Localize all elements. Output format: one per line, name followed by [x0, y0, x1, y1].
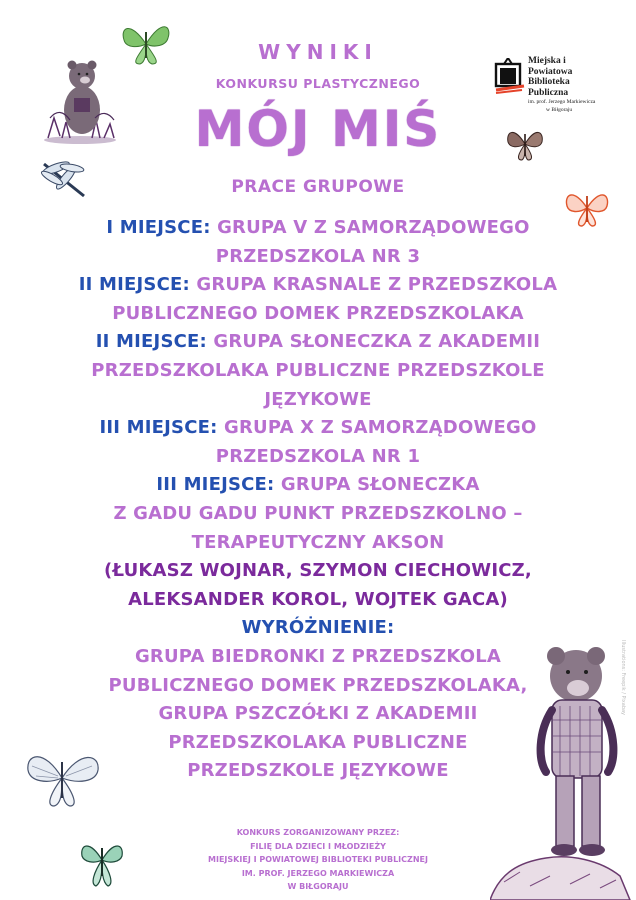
result-5-text: GRUPA SŁONECZKA [274, 474, 480, 496]
result-4-place: III MIEJSCE: [99, 417, 218, 439]
results-list [0, 214, 636, 786]
result-5-line-1 [0, 471, 636, 500]
result-2-line-2: PUBLICZNEGO DOMEK PRZEDSZKOLAKA [112, 302, 524, 324]
result-2-place: II MIEJSCE: [78, 274, 190, 296]
footer-line-2: FILIĘ DLA DZIECI I MŁODZIEŻY [250, 841, 386, 851]
footer-line-5: W BIŁGORAJU [287, 882, 349, 892]
honorable-mention-line-1: GRUPA BIEDRONKI Z PRZEDSZKOLA [134, 645, 502, 667]
result-1-line-1 [0, 214, 636, 243]
honorable-mention-line-4: PRZEDSZKOLAKA PUBLICZNE [168, 731, 468, 753]
result-5-names-2: ALEKSANDER KOROL, WOJTEK GACA) [128, 588, 508, 610]
logo-name-line2: Biblioteka Publiczna [528, 77, 570, 98]
result-4-text: GRUPA X Z SAMORZĄDOWEGO [217, 417, 537, 439]
heading-konkursu: KONKURSU PLASTYCZNEGO [215, 76, 421, 91]
logo-name-line1: Miejska i Powiatowa [528, 56, 573, 77]
footer-line-4: IM. PROF. JERZEGO MARKIEWICZA [241, 868, 395, 878]
logo-sub-line1: im. prof. Jerzego Markiewicza [528, 99, 596, 105]
organizer-footer [0, 826, 636, 894]
result-5-line-3: TERAPEUTYCZNY AKSON [191, 531, 445, 553]
result-5-place: III MIEJSCE: [156, 474, 275, 496]
side-credit: Illustrations: Freepik / Pixabay [620, 640, 626, 716]
result-2-line-1 [0, 271, 636, 300]
result-4-line-1 [0, 414, 636, 443]
page-title: MÓJ MIŚ [194, 100, 442, 158]
result-3-line-2: PRZEDSZKOLAKA PUBLICZNE PRZEDSZKOLE [91, 359, 545, 381]
result-2-text: GRUPA KRASNALE Z PRZEDSZKOLA [189, 274, 558, 296]
result-3-line-3: JĘZYKOWE [264, 388, 372, 410]
result-3-place: II MIEJSCE: [95, 331, 207, 353]
result-5-line-2: Z GADU GADU PUNKT PRZEDSZKOLNO – [113, 502, 523, 524]
result-3-text: GRUPA SŁONECZKA Z AKADEMII [206, 331, 541, 353]
honorable-mention-line-3: GRUPA PSZCZÓŁKI Z AKADEMII [158, 703, 478, 725]
honorable-mention-line-2: PUBLICZNEGO DOMEK PRZEDSZKOLAKA, [108, 674, 528, 696]
result-1-place: I MIEJSCE: [106, 217, 211, 238]
logo-sub-line2: w Biłgoraju [546, 107, 573, 113]
result-1-text: GRUPA V Z SAMORZĄDOWEGO [210, 217, 530, 238]
result-3-line-1 [0, 328, 636, 357]
heading-prace-grupowe: PRACE GRUPOWE [231, 177, 405, 197]
footer-line-3: MIEJSKIEJ I POWIATOWEJ BIBLIOTEKI PUBLICZNEJ [208, 855, 428, 865]
result-1-line-2: PRZEDSZKOLA NR 3 [215, 245, 421, 267]
result-5-names-1: (ŁUKASZ WOJNAR, SZYMON CIECHOWICZ, [104, 560, 532, 582]
honorable-mention-line-5: PRZEDSZKOLE JĘZYKOWE [187, 760, 449, 782]
heading-wyniki: WYNIKI [258, 40, 378, 64]
footer-line-1: KONKURS ZORGANIZOWANY PRZEZ: [236, 828, 400, 837]
result-4-line-2: PRZEDSZKOLA NR 1 [215, 445, 421, 467]
honorable-mention-label: WYRÓŻNIENIE: [241, 617, 395, 639]
